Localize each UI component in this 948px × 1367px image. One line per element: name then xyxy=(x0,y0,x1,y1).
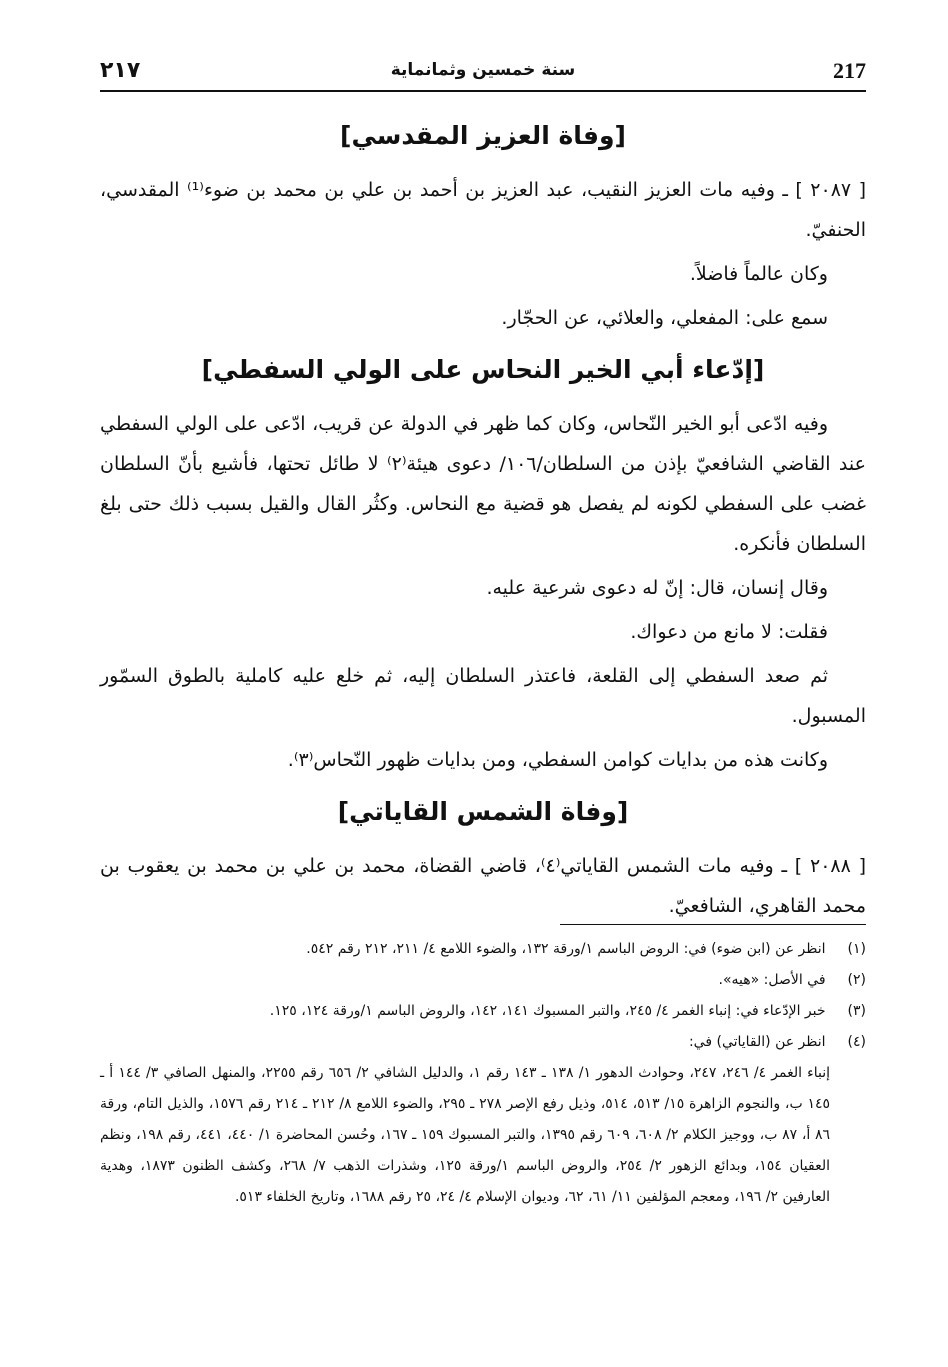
entry-paragraph: [ ٢٠٨٨ ] ـ وفيه مات الشمس القاياتي⁽٤⁾، قاضي القضاة، محمد بن علي بن محمد بن يعقوب بن محمد القاهري، الشافعيّ. xyxy=(100,855,867,917)
footnote-number: (١) xyxy=(847,941,866,957)
paragraph: وكانت هذه من بدايات كوامن السفطي، ومن بدايات ظهور النّحاس⁽٣⁾. xyxy=(287,749,828,771)
page-header xyxy=(100,56,866,92)
footnote xyxy=(100,965,866,996)
footnote-text: في الأصل: «هيه». xyxy=(718,972,826,988)
footnote-number: (٢) xyxy=(847,972,866,988)
footnote xyxy=(100,934,866,965)
footnote xyxy=(100,996,866,1027)
footnote-text: خبر الإدّعاء في: إنباء الغمر ٤/ ٢٤٥، والتبر المسبوك ١٤١، ١٤٢، والروض الباسم ١/ورقة ١٢٤، ١٢٥. xyxy=(269,1003,826,1019)
footnote-divider xyxy=(560,924,866,925)
running-title: سنة خمسين وثمانماية xyxy=(390,60,576,80)
paragraph: وكان عالماً فاضلاً. xyxy=(689,263,828,285)
paragraph: وفيه ادّعى أبو الخير النّحاس، وكان كما ظهر في الدولة عن قريب، ادّعى على الولي السفطي عند القاضي الشافعيّ بإذن من السلطان/١٠٦/ دعوى هيئة⁽٢⁾ لا طائل تحتها، فأشيع بأنّ السلطان غضب على السفطي لكونه لم يفصل هو قضية مع النحاس. وكثُر القال والقيل بسبب ذلك حتى بلغ السلطان فأنكره. xyxy=(100,413,866,555)
page-number-latin: 217 xyxy=(833,58,866,83)
paragraph: فقلت: لا مانع من دعواك. xyxy=(630,621,828,643)
section-heading: [وفاة الشمس القاياتي] xyxy=(337,797,629,826)
paragraph: سمع على: المفعلي، والعلائي، عن الحجّار. xyxy=(501,307,828,329)
paragraph: وقال إنسان، قال: إنّ له دعوى شرعية عليه. xyxy=(486,577,828,599)
footnote-number: (٣) xyxy=(847,1003,866,1019)
main-text xyxy=(100,118,866,930)
page-number-arabic: ٢١٧ xyxy=(100,58,141,83)
footnote-text: انظر عن (القاياتي) في: xyxy=(688,1034,826,1050)
section-heading: [إدّعاء أبي الخير النحاس على الولي السفطي] xyxy=(201,355,765,384)
footnote xyxy=(100,1027,866,1058)
footnote-continuation: إنباء الغمر ٤/ ٢٤٦، ٢٤٧، وحوادث الدهور ١/ ١٣٨ ـ ١٤٣ رقم ١، والدليل الشافي ٢/ ٦٥٦ رقم ٢٢٥٥، والمنهل الصافي ٣/ ١٤٤ أ ـ ١٤٥ ب، والنجوم الزاهرة ١٥/ ٥١٣، ٥١٤، وذيل رفع الإصر ٢٧٨ ـ ٢٩٥، والضوء اللامع ٨/ ٢١٢ ـ ٢١٤ رقم ١٥٧٦، والذيل التام، ورقة ٨٦ أ، ٨٧ ب، ووجيز الكلام ٢/ ٦٠٨، ٦٠٩ رقم ١٣٩٥، والتبر المسبوك ١٥٩ ـ ١٦٧، وحُسن المحاضرة ١/ ٤٤٠، ٤٤١، رقم ١٩٨، ونظم العقيان ١٥٤، وبدائع الزهور ٢/ ٢٥٤، والروض الباسم ١/ورقة ١٢٥، وشذرات الذهب ٧/ ٢٦٨، وكشف الظنون ١٨٧٣، وهدية العارفين ٢/ ١٩٦، ومعجم المؤلفين ١١/ ٦١، ٦٢، وديوان الإسلام ٤/ ٢٤، ٢٥ رقم ١٦٨٨، وتاريخ الخلفاء ٥١٣. xyxy=(100,1065,831,1205)
paragraph: ثم صعد السفطي إلى القلعة، فاعتذر السلطان إليه، ثم خلع عليه كاملية بالطوق السمّور المسبول. xyxy=(100,665,866,727)
footnotes xyxy=(100,934,866,1213)
entry-paragraph: [ ٢٠٨٧ ] ـ وفيه مات العزيز النقيب، عبد العزيز بن أحمد بن علي بن محمد بن ضوء⁽¹⁾ المقدسي، الحنفيّ. xyxy=(100,179,866,241)
section-heading: [وفاة العزيز المقدسي] xyxy=(340,121,626,150)
footnote-number: (٤) xyxy=(847,1034,866,1050)
footnote-text: انظر عن (ابن ضوء) في: الروض الباسم ١/ورقة ١٣٢، والضوء اللامع ٤/ ٢١١، ٢١٢ رقم ٥٤٢. xyxy=(306,941,826,957)
